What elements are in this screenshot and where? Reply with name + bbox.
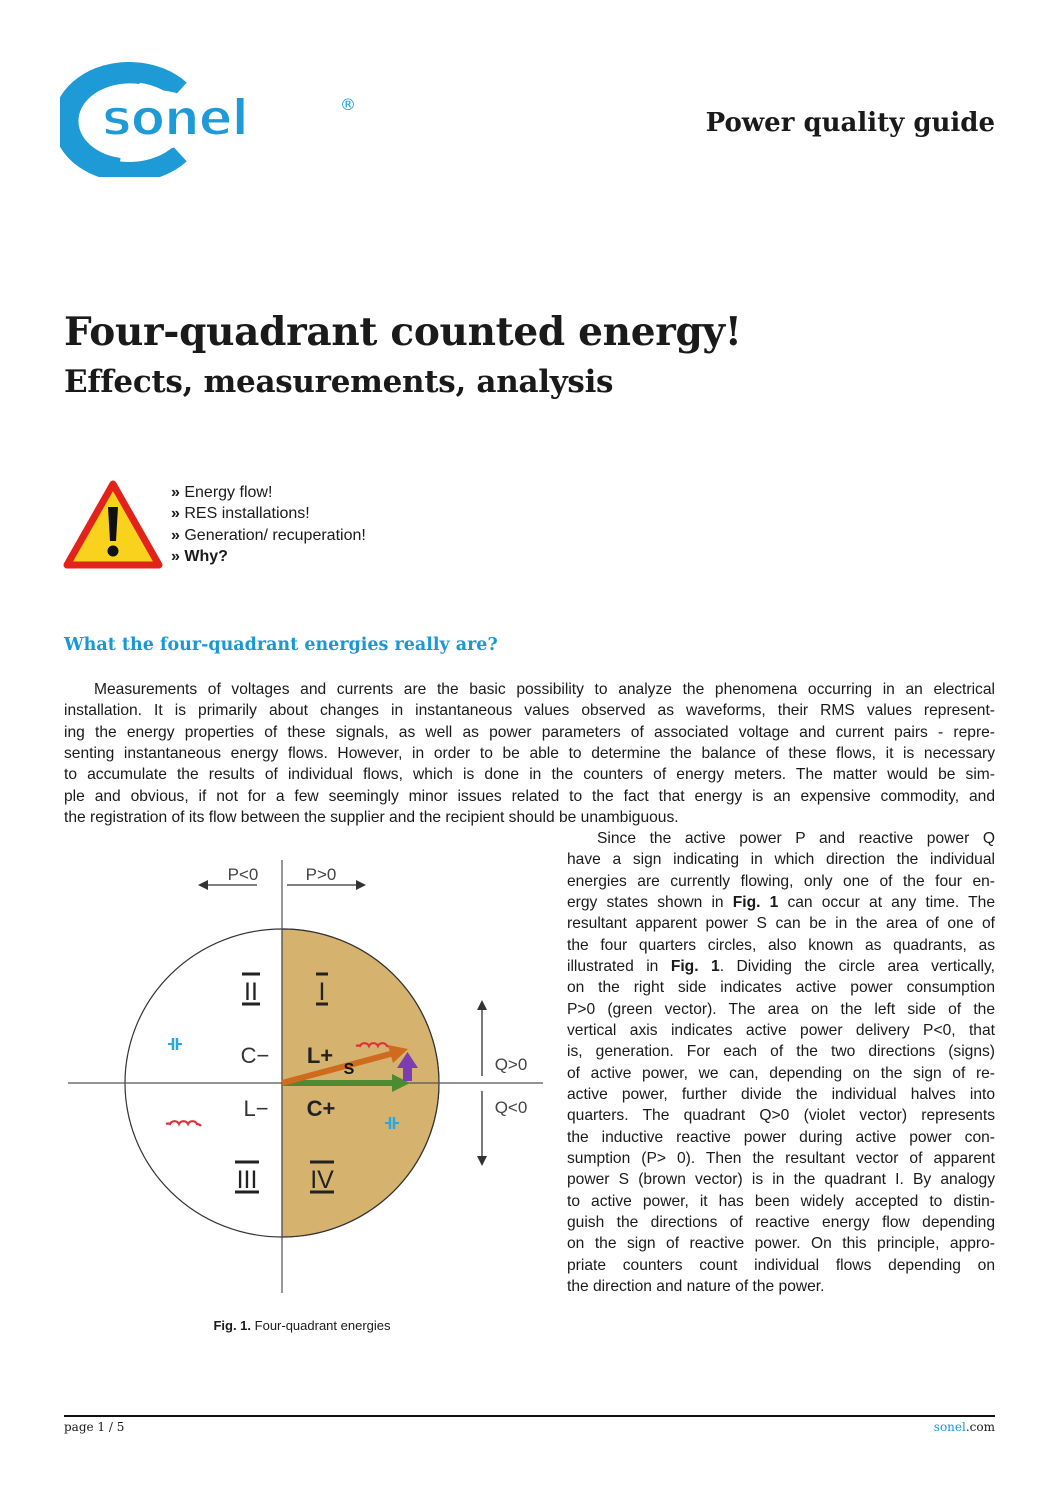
page-subtitle: Effects, measurements, analysis — [64, 364, 614, 400]
website-link[interactable]: sonel.com — [933, 1420, 995, 1434]
q-negative-label: Q<0 — [494, 1098, 528, 1117]
paragraph-line: senting instantaneous energy flows. However, in order to be able to determine the balance of these flows, it is necessary — [64, 744, 995, 762]
footer-divider — [64, 1415, 995, 1417]
line-text: vertical axis indicates active power delivery P<0, that — [567, 1021, 995, 1039]
paragraph-line — [567, 935, 995, 956]
line-text: to active power, it has been widely accepted to distin- — [567, 1192, 995, 1210]
line-text: the inductive reactive power during active power con- — [567, 1128, 995, 1146]
quadrant-IV-label — [310, 1162, 334, 1194]
line-text: sumption (P> 0). Then the resultant vector of apparent — [567, 1149, 995, 1167]
line-text: . Dividing the circle area vertically, — [719, 957, 995, 975]
svg-text:III: III — [236, 1166, 258, 1194]
logo-text: sonel — [102, 89, 248, 147]
paragraph-line — [567, 1191, 995, 1212]
guide-title: Power quality guide — [705, 108, 995, 138]
paragraph-line: the registration of its flow between the supplier and the recipient should be unambiguous. — [64, 808, 679, 826]
c-plus-label: C+ — [306, 1096, 336, 1121]
paragraph-line — [567, 999, 995, 1020]
q-positive-label: Q>0 — [494, 1055, 528, 1074]
line-text: have a sign indicating in which direction the individual — [567, 851, 995, 869]
paragraph-line — [567, 1020, 995, 1041]
line-text: on the right side indicates active power consumption — [567, 979, 995, 997]
list-item: » Energy flow! — [171, 484, 273, 501]
quadrant-paragraph — [567, 828, 995, 1297]
line-text: energies are currently flowing, only one of the four en- — [567, 872, 995, 890]
line-text: the direction and nature of the power. — [567, 1277, 825, 1295]
paragraph-line — [567, 1233, 995, 1254]
sonel-logo — [60, 62, 370, 182]
p-positive-label: P>0 — [305, 865, 337, 884]
list-item: » RES installations! — [171, 505, 310, 523]
line-text: is, generation. For each of the two directions (signs) — [567, 1043, 995, 1061]
figure-reference: Fig. 1 — [670, 957, 720, 975]
q-negative-arrow — [477, 1091, 487, 1166]
paragraph-line — [567, 1084, 995, 1105]
paragraph-line — [567, 1063, 995, 1084]
page-number: page 1 / 5 — [64, 1420, 125, 1434]
figure-reference: Fig. 1 — [732, 893, 779, 911]
paragraph-line: ing the energy properties of these signals, as well as power parameters of associated voltage and current pairs - repre- — [64, 723, 995, 741]
line-text: of active power, we can, depending on the sign of re- — [567, 1064, 995, 1082]
line-text: Since the active power P and reactive power Q — [597, 830, 995, 847]
paragraph-line — [567, 1212, 995, 1233]
list-item: » Generation/ recuperation! — [171, 526, 366, 544]
paragraph-line — [567, 828, 995, 849]
paragraph-line — [567, 1255, 995, 1276]
line-text: can occur at any time. The — [778, 893, 995, 911]
quadrant-II-label — [242, 974, 260, 1006]
l-plus-label: L+ — [306, 1043, 334, 1068]
sonel-logo-mark — [60, 62, 370, 177]
line-text: the four quarters circles, also known as quadrants, as — [567, 936, 995, 954]
warning-triangle-icon — [62, 479, 164, 576]
line-text: resultant apparent power S can be in the area of one of — [567, 915, 995, 933]
s-vector-label: S — [343, 1061, 355, 1078]
list-item: » Why? — [171, 547, 228, 565]
line-text: priate counters count individual flows depending on — [567, 1256, 995, 1274]
paragraph-line: ple and obvious, if not for a few seemingly minor issues related to the fact that energy is an expensive commodity, and — [64, 787, 995, 805]
l-minus-label: L− — [243, 1096, 269, 1121]
paragraph-line — [567, 1127, 995, 1148]
line-text: guish the directions of reactive energy flow depending — [567, 1213, 995, 1231]
line-text: ergy states shown in — [567, 893, 733, 911]
paragraph-line — [567, 871, 995, 892]
paragraph-line — [567, 849, 995, 870]
paragraph-line: installation. It is primarily about changes in instantaneous values observed as waveforms, their RMS values represent- — [64, 702, 995, 720]
paragraph-line — [567, 1148, 995, 1169]
paragraph-line — [567, 913, 995, 934]
line-text: quarters. The quadrant Q>0 (violet vector) represents — [567, 1107, 995, 1125]
p-negative-label: P<0 — [227, 865, 259, 884]
q-positive-arrow — [477, 1000, 487, 1076]
paragraph-line: to accumulate the results of individual flows, which is done in the counters of energy meters. The matter would be sim- — [64, 766, 995, 784]
four-quadrant-figure — [60, 850, 550, 1305]
quadrant-III-label — [235, 1162, 259, 1194]
line-text: illustrated in — [567, 957, 671, 975]
page-title: Four-quadrant counted energy! — [64, 309, 742, 355]
svg-text:II: II — [244, 978, 258, 1006]
figure-caption: Fig. 1. Four-quadrant energies — [213, 1318, 391, 1333]
paragraph-line — [567, 1041, 995, 1062]
line-text: on the sign of reactive power. On this principle, appro- — [567, 1235, 995, 1253]
paragraph-line — [567, 956, 995, 977]
paragraph-line — [567, 977, 995, 998]
paragraph-line — [567, 892, 995, 913]
line-text: active power, further divide the individual halves into — [567, 1085, 995, 1103]
paragraph-line — [567, 1105, 995, 1126]
paragraph-line: Measurements of voltages and currents are the basic possibility to analyze the phenomena occurring in an electrical — [94, 681, 995, 698]
line-text: P>0 (green vector). The area on the left side of the — [567, 1000, 995, 1018]
svg-text:I: I — [318, 978, 326, 1006]
section-heading: What the four-quadrant energies really are? — [64, 635, 498, 655]
registered-mark: ® — [340, 95, 356, 114]
svg-text:IV: IV — [310, 1166, 334, 1194]
c-minus-label: C− — [240, 1043, 270, 1068]
intro-paragraph — [64, 679, 995, 828]
paragraph-line — [567, 1169, 995, 1190]
highlight-list — [171, 482, 366, 567]
line-text: power S (brown vector) is in the quadrant I. By analogy — [567, 1171, 995, 1189]
paragraph-line — [567, 1276, 995, 1297]
